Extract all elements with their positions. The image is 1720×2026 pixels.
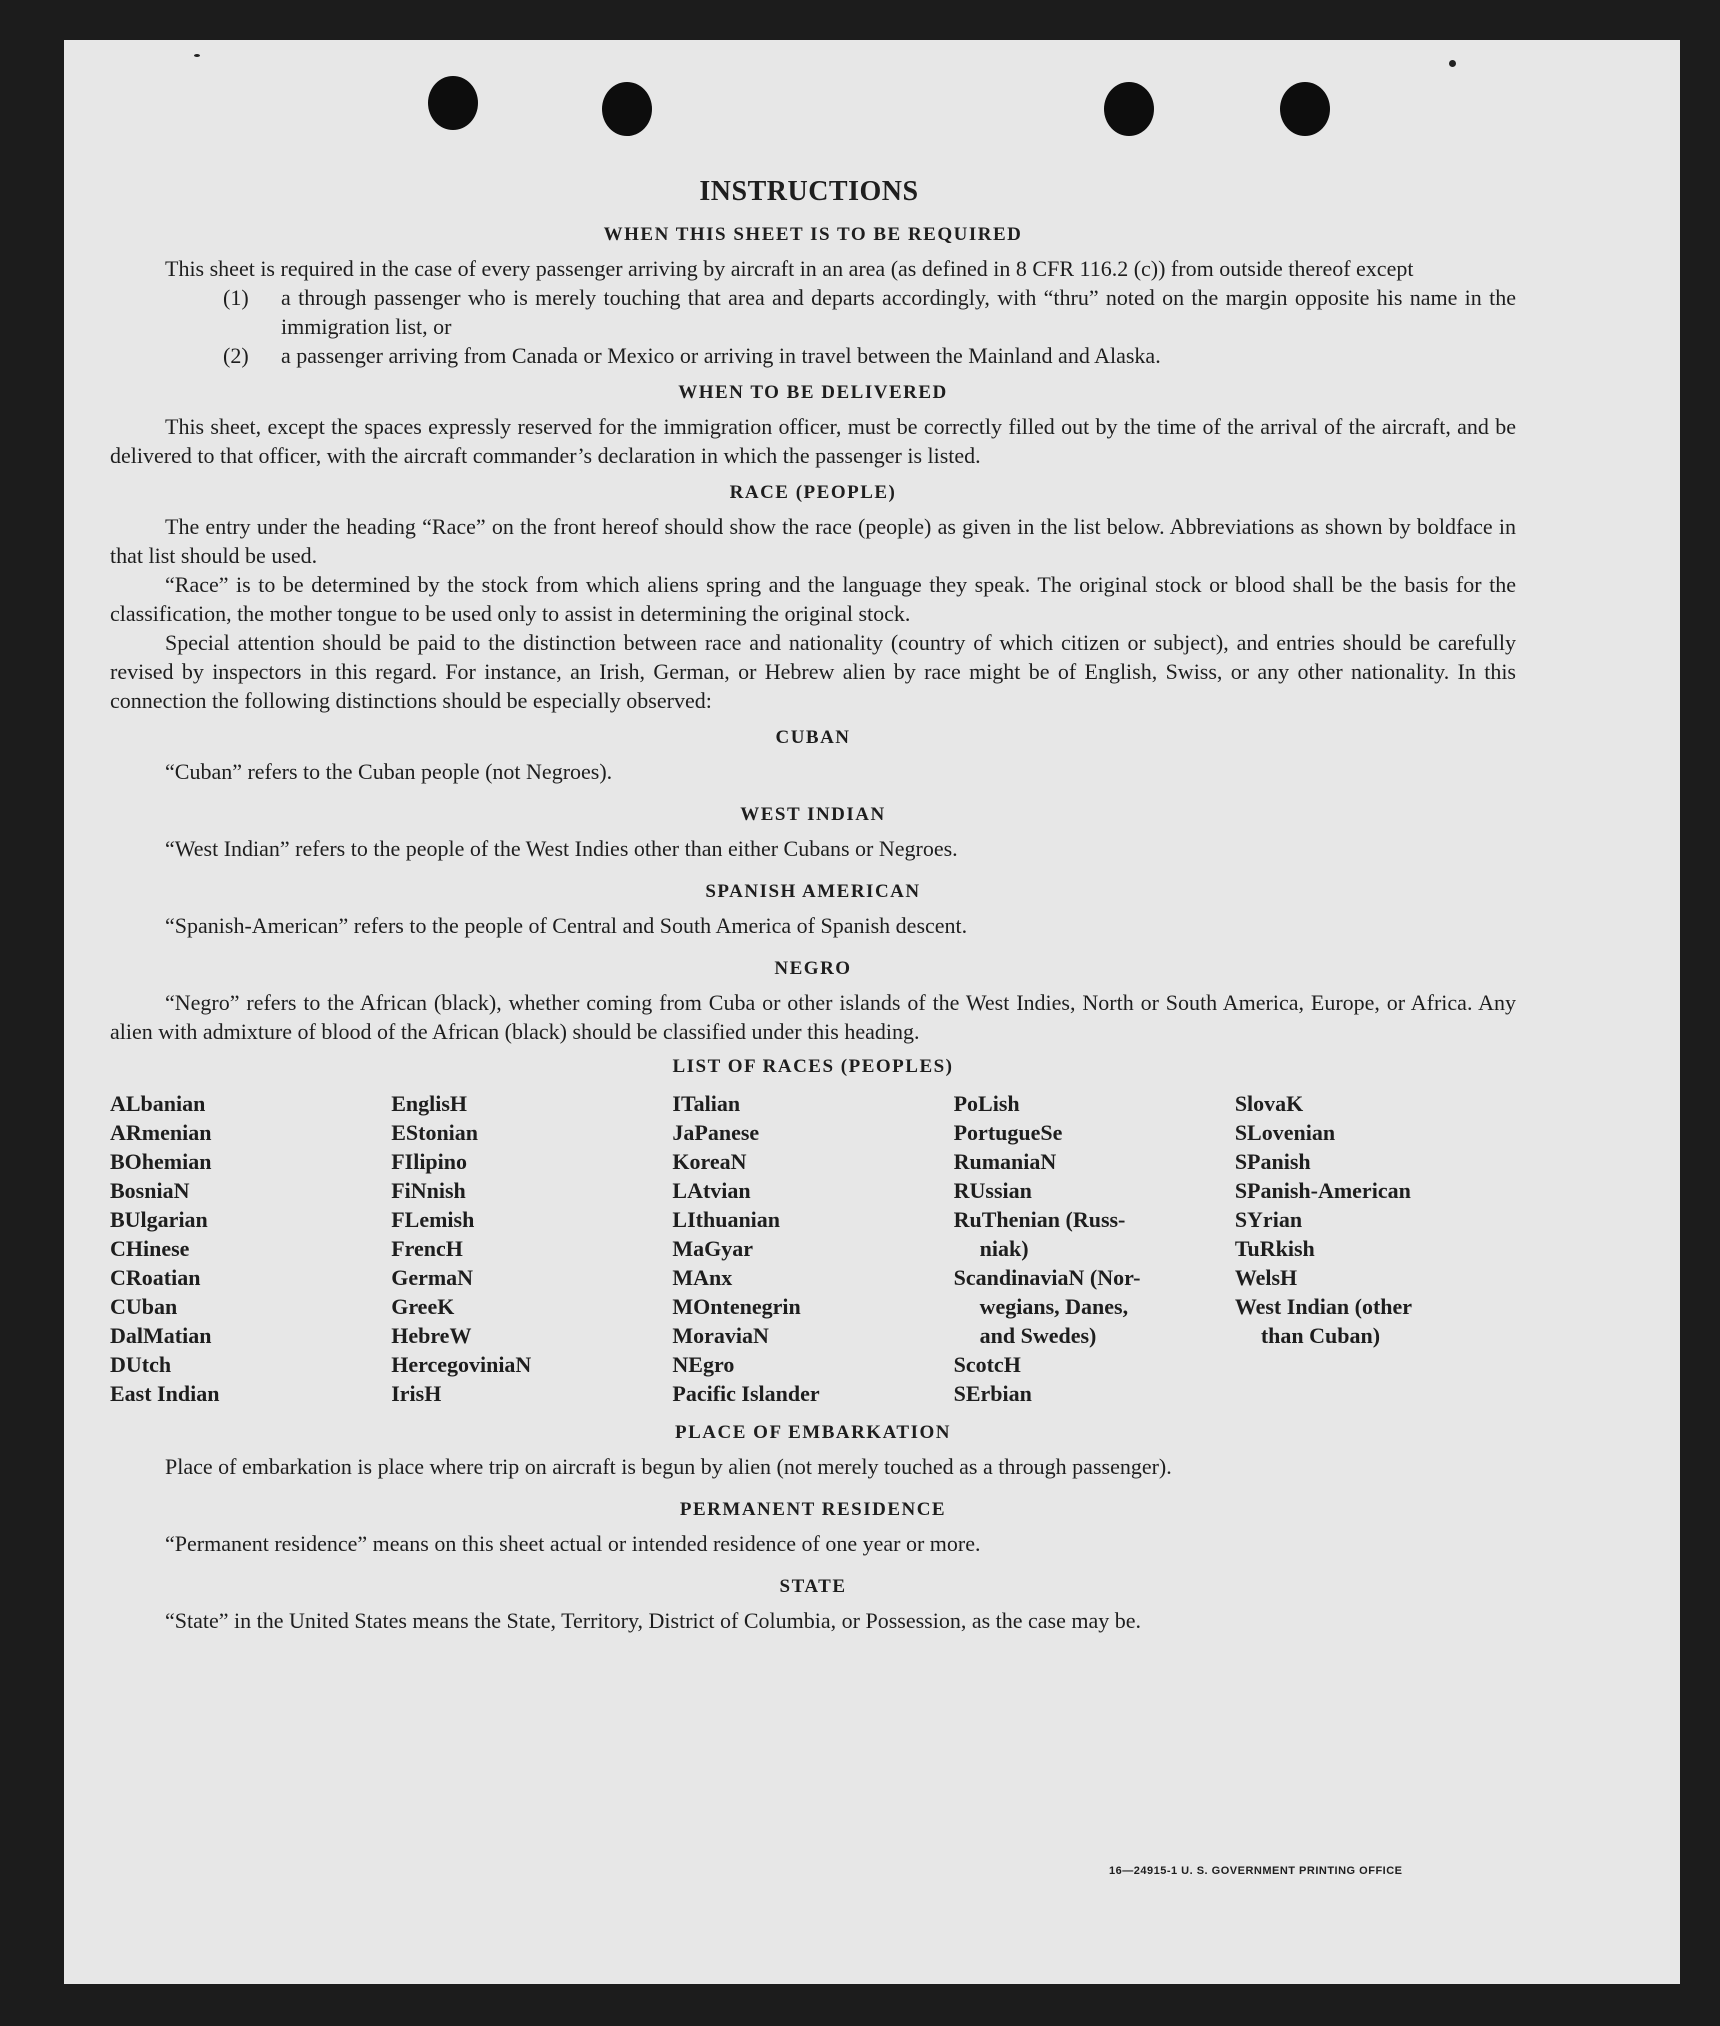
race-entry: HercegoviniaN [391, 1352, 532, 1377]
cuban-text: “Cuban” refers to the Cuban people (not Negroes). [165, 759, 613, 784]
speck [194, 54, 200, 57]
race-entry: ARmenian [110, 1120, 212, 1145]
heading-permanent-residence: PERMANENT RESIDENCE [679, 1499, 947, 1520]
race-entry: GermaN [391, 1265, 474, 1290]
spanish-american-text: “Spanish-American” refers to the people of Central and South America of Spanish descent. [165, 913, 968, 938]
race-entry: NEgro [672, 1352, 735, 1377]
punch-hole [428, 76, 478, 130]
race-entry: ITalian [672, 1091, 741, 1116]
race-entry: MAnx [672, 1265, 733, 1290]
page-title: INSTRUCTIONS [699, 176, 919, 207]
negro-text: “Negro” refers to the African (black), whether coming from Cuba or other islands of the West Indies, North or South America, Europe, or Africa. Any alien with admixture of blood of the African (black) should be classified under this heading. [110, 990, 1516, 1044]
race-entry: KoreaN [672, 1149, 747, 1174]
race-entry: RumaniaN [953, 1149, 1057, 1174]
heading-required: WHEN THIS SHEET IS TO BE REQUIRED [603, 224, 1023, 245]
race-paragraph: Special attention should be paid to the distinction between race and nationality (country of which citizen or subject), and entries should be carefully revised by inspectors in this regard. For instance, an Irish, German, or Hebrew alien by race might be of English, Swiss, or any other nationality. In this connection the following distinctions should be especially observed: [110, 630, 1516, 713]
race-entry: West Indian (other [1234, 1294, 1413, 1319]
race-entry: IrisH [391, 1381, 442, 1406]
race-entry-continued: than Cuban) [1260, 1323, 1381, 1348]
punch-hole [602, 82, 652, 136]
race-entry: DUtch [110, 1352, 172, 1377]
race-entry: DalMatian [110, 1323, 212, 1348]
race-entry: PoLish [953, 1091, 1020, 1116]
heading-spanish-american: SPANISH AMERICAN [705, 881, 921, 902]
race-entry: TuRkish [1234, 1236, 1315, 1261]
race-entry: MaGyar [672, 1236, 754, 1261]
race-column [110, 1089, 391, 1408]
required-intro: This sheet is required in the case of every passenger arriving by aircraft in an area (as defined in 8 CFR 116.2 (c)) from outside thereof except [165, 256, 1414, 281]
punch-hole [1280, 82, 1330, 136]
printing-office-code: 16—24915-1 U. S. GOVERNMENT PRINTING OFFICE [1109, 1865, 1403, 1877]
race-entry: PortugueSe [953, 1120, 1063, 1145]
race-entry: SPanish-American [1234, 1178, 1411, 1203]
item-number: (1) [223, 285, 249, 310]
race-paragraph: “Race” is to be determined by the stock from which aliens spring and the language they speak. The original stock or blood shall be the basis for the classification, the mother tongue to be used only to assist in determining the original stock. [110, 572, 1516, 626]
race-entry: EnglisH [391, 1091, 468, 1116]
state-text: “State” in the United States means the State, Territory, District of Columbia, or Possession, as the case may be. [165, 1608, 1142, 1633]
race-entry: GreeK [391, 1294, 455, 1319]
race-entry: SYrian [1234, 1207, 1303, 1232]
item-text: a passenger arriving from Canada or Mexico or arriving in travel between the Mainland and Alaska. [281, 343, 1161, 368]
race-entry: BUlgarian [110, 1207, 208, 1232]
race-column [391, 1089, 672, 1408]
heading-west-indian: WEST INDIAN [740, 804, 886, 825]
race-entry: RuThenian (Russ- [953, 1207, 1126, 1232]
heading-negro: NEGRO [774, 958, 852, 979]
race-entry: HebreW [391, 1323, 472, 1348]
race-entry: BOhemian [110, 1149, 212, 1174]
race-entry: WelsH [1234, 1265, 1298, 1290]
race-entry: FLemish [391, 1207, 475, 1232]
race-list [110, 1089, 1516, 1408]
race-entry: SlovaK [1234, 1091, 1304, 1116]
race-entry: ScotcH [953, 1352, 1021, 1377]
exception-item [110, 283, 1516, 341]
race-entry: FrencH [391, 1236, 463, 1261]
race-entry: JaPanese [672, 1120, 760, 1145]
race-entry: CHinese [110, 1236, 190, 1261]
race-entry: FIlipino [391, 1149, 468, 1174]
race-paragraph: The entry under the heading “Race” on the front hereof should show the race (people) as given in the list below. Abbreviations as shown by boldface in that list should be used. [110, 514, 1516, 568]
race-entry: MOntenegrin [672, 1294, 801, 1319]
heading-state: STATE [779, 1576, 847, 1597]
race-entry: ScandinaviaN (Nor- [953, 1265, 1141, 1290]
speck [1449, 60, 1456, 67]
heading-embarkation: PLACE OF EMBARKATION [675, 1422, 951, 1443]
heading-cuban: CUBAN [775, 727, 851, 748]
west-indian-text: “West Indian” refers to the people of the West Indies other than either Cubans or Negroes. [165, 836, 958, 861]
race-entry: East Indian [110, 1381, 220, 1406]
residence-text: “Permanent residence” means on this sheet actual or intended residence of one year or more. [165, 1531, 981, 1556]
delivered-text: This sheet, except the spaces expressly reserved for the immigration officer, must be correctly filled out by the time of the arrival of the aircraft, and be delivered to that officer, with the aircraft commander’s declaration in which the passenger is listed. [110, 414, 1516, 468]
instructions-body [110, 218, 1516, 1635]
document-page [64, 40, 1680, 1984]
race-entry: ALbanian [110, 1091, 206, 1116]
race-entry: LAtvian [672, 1178, 751, 1203]
heading-race: RACE (PEOPLE) [729, 482, 897, 503]
race-entry: SPanish [1234, 1149, 1311, 1174]
race-entry: MoraviaN [672, 1323, 769, 1348]
item-text: a through passenger who is merely touching that area and departs accordingly, with “thru” noted on the margin opposite his name in the immigration list, or [281, 285, 1516, 339]
race-entry: CRoatian [110, 1265, 201, 1290]
exception-item [110, 341, 1516, 370]
race-entry: SLovenian [1234, 1120, 1336, 1145]
race-entry: EStonian [391, 1120, 479, 1145]
race-entry-continued: and Swedes) [979, 1323, 1097, 1348]
embarkation-text: Place of embarkation is place where trip on aircraft is begun by alien (not merely touched as a through passenger). [165, 1454, 1172, 1479]
race-entry: BosniaN [110, 1178, 190, 1203]
punch-hole [1104, 82, 1154, 136]
race-entry: RUssian [953, 1178, 1032, 1203]
race-column [954, 1089, 1235, 1408]
race-entry-continued: wegians, Danes, [979, 1294, 1129, 1319]
race-entry: Pacific Islander [672, 1381, 820, 1406]
race-entry: CUban [110, 1294, 178, 1319]
race-column [672, 1089, 953, 1408]
race-entry-continued: niak) [979, 1236, 1029, 1261]
race-entry: FiNnish [391, 1178, 466, 1203]
item-number: (2) [223, 343, 249, 368]
race-entry: LIthuanian [672, 1207, 781, 1232]
race-column [1235, 1089, 1516, 1408]
heading-delivered: WHEN TO BE DELIVERED [678, 382, 948, 403]
heading-list-of-races: LIST OF RACES (PEOPLES) [672, 1056, 954, 1077]
race-entry: SErbian [953, 1381, 1032, 1406]
